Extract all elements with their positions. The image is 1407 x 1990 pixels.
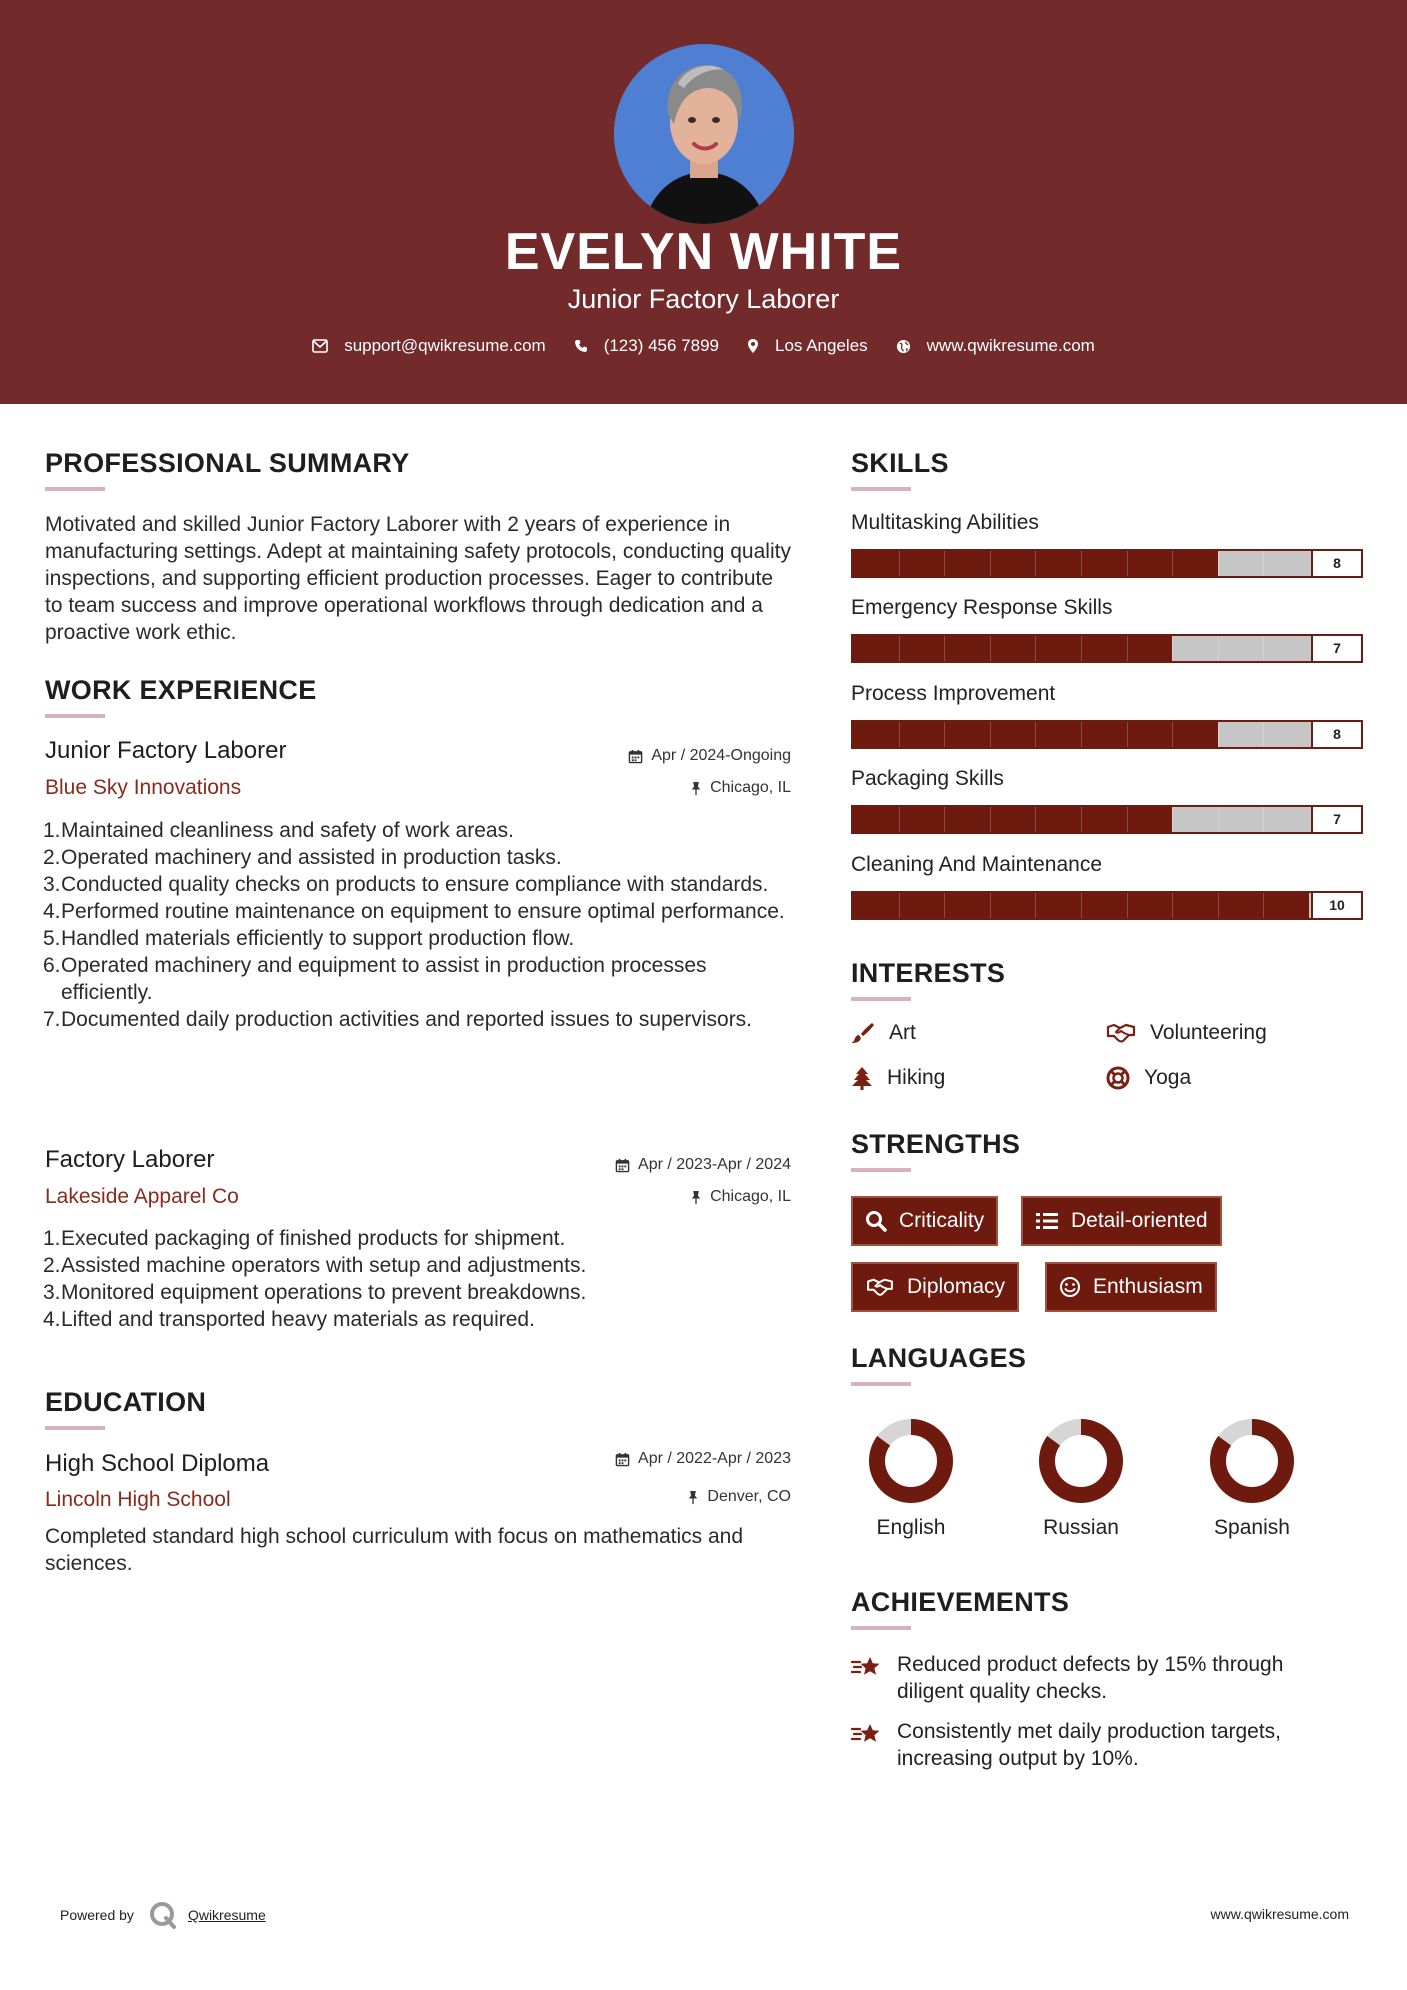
strength-label: Enthusiasm — [1093, 1275, 1203, 1298]
interest-yoga — [1106, 1066, 1191, 1090]
list-item: 4. Lifted and transported heavy materials as required. — [43, 1308, 535, 1331]
pushpin-icon — [690, 1190, 702, 1205]
achievement-text: Consistently met daily production targets, increasing output by 10%. — [897, 1720, 1282, 1770]
interest-label: Yoga — [1144, 1066, 1192, 1089]
skill-level-value: 10 — [1311, 893, 1361, 918]
skill-bar-divider — [899, 807, 900, 832]
skill-bar-divider — [990, 807, 991, 832]
skill-label: Multitasking Abilities — [851, 511, 1039, 534]
skill-bar-divider — [1035, 807, 1036, 832]
school-name: Lincoln High School — [45, 1488, 231, 1511]
skill-level-value: 7 — [1311, 636, 1361, 661]
skill-bar — [851, 634, 1363, 663]
interest-label: Hiking — [887, 1066, 946, 1089]
job-location-text-2: Chicago, IL — [710, 1188, 791, 1205]
skill-bar-divider — [1218, 722, 1219, 747]
experience-heading: WORK EXPERIENCE — [45, 675, 317, 705]
education-heading: EDUCATION — [45, 1387, 207, 1417]
globe-icon — [896, 339, 911, 354]
language-proficiency-donut — [1038, 1418, 1124, 1504]
skill-level-value: 8 — [1311, 551, 1361, 576]
interest-art — [851, 1021, 916, 1045]
phone-icon — [574, 339, 588, 353]
skill-label: Cleaning And Maintenance — [851, 853, 1103, 876]
skill-bar-divider — [1172, 636, 1173, 661]
contact-location — [747, 336, 868, 356]
search-icon — [865, 1210, 887, 1232]
language-item — [856, 1418, 966, 1540]
strength-criticality — [851, 1196, 998, 1246]
skill-bar-divider — [944, 807, 945, 832]
achievement-1 — [851, 1651, 1351, 1705]
interest-hiking — [851, 1066, 945, 1090]
qwikresume-link[interactable]: Qwikresume — [187, 1907, 266, 1923]
skill-bar-divider — [1127, 893, 1128, 918]
job-dates-text-2: Apr / 2023-Apr / 2024 — [638, 1156, 791, 1173]
language-label: English — [876, 1516, 946, 1539]
calendar-icon — [615, 1158, 630, 1173]
envelope-icon — [312, 339, 328, 353]
skill-bar-divider — [1127, 636, 1128, 661]
skill-bar-divider — [990, 722, 991, 747]
summary-text: Motivated and skilled Junior Factory Laborer with 2 years of experience in manufacturing settings. Adept at maintaining safety protocols, conducting quality inspections, and supporting efficient production processes. Eager to contribute to team success and improve operational workflows through dedication and a proactive work ethic. — [45, 513, 791, 644]
handshake-icon — [1106, 1021, 1136, 1045]
list-item: 2. Assisted machine operators with setup and adjustments. — [43, 1254, 587, 1277]
strength-diplomacy — [851, 1262, 1019, 1312]
skill-bar-divider — [1081, 636, 1082, 661]
skill-label: Process Improvement — [851, 682, 1056, 705]
education-location — [500, 1488, 791, 1506]
skill-bar-divider — [1127, 722, 1128, 747]
skill-label: Packaging Skills — [851, 767, 1004, 790]
interests-heading-underline — [851, 997, 911, 1001]
strength-label: Detail-oriented — [1071, 1209, 1208, 1232]
language-item — [1197, 1418, 1307, 1540]
strength-label: Criticality — [899, 1209, 985, 1232]
skill-bar-divider — [1263, 807, 1264, 832]
education-description: Completed standard high school curriculum with focus on mathematics and sciences. — [45, 1525, 744, 1575]
list-item: 2. Operated machinery and assisted in production tasks. — [43, 846, 562, 869]
skill-bar-divider — [1263, 722, 1264, 747]
skill-bar-divider — [1081, 893, 1082, 918]
languages-heading: LANGUAGES — [851, 1343, 1027, 1373]
candidate-name: EVELYN WHITE — [504, 223, 903, 281]
skill-bar-divider — [1218, 551, 1219, 576]
skill-bar-divider — [899, 551, 900, 576]
skill-bar-divider — [1218, 893, 1219, 918]
map-pin-icon — [747, 338, 759, 354]
job-dates-2 — [500, 1156, 791, 1174]
interest-volunteering — [1106, 1021, 1267, 1045]
skill-bar-divider — [1035, 551, 1036, 576]
job-duties-2 — [43, 1225, 793, 1333]
skill-bar-divider — [944, 893, 945, 918]
location-text: Los Angeles — [775, 336, 868, 355]
skill-bar-divider — [990, 893, 991, 918]
calendar-icon — [615, 1452, 630, 1467]
qwikresume-logo-icon — [148, 1900, 178, 1930]
education-dates — [500, 1450, 791, 1468]
skill-bar-divider — [990, 636, 991, 661]
skill-bar-divider — [1127, 807, 1128, 832]
list-item: 3. Conducted quality checks on products to ensure compliance with standards. — [43, 873, 769, 896]
pushpin-icon — [690, 781, 702, 796]
phone-text: (123) 456 7899 — [603, 336, 720, 355]
achievement-2 — [851, 1718, 1351, 1772]
interest-label: Art — [889, 1021, 916, 1044]
footer-website[interactable]: www.qwikresume.com — [1210, 1906, 1349, 1922]
strengths-heading-underline — [851, 1168, 911, 1172]
skill-bar-divider — [1035, 722, 1036, 747]
summary-heading: PROFESSIONAL SUMMARY — [45, 448, 410, 478]
job-dates-text-1: Apr / 2024-Ongoing — [651, 747, 791, 764]
interest-label: Volunteering — [1150, 1021, 1267, 1044]
language-label: Russian — [1043, 1516, 1119, 1539]
skill-bar — [851, 549, 1363, 578]
skill-bar-divider — [990, 551, 991, 576]
experience-heading-underline — [45, 714, 105, 718]
skill-bar-divider — [1218, 807, 1219, 832]
contact-website[interactable] — [896, 336, 1095, 356]
job-duties-1 — [43, 817, 793, 1033]
company-name-1: Blue Sky Innovations — [45, 776, 242, 799]
degree-title: High School Diploma — [45, 1450, 270, 1477]
education-dates-text: Apr / 2022-Apr / 2023 — [638, 1450, 791, 1467]
shooting-star-icon — [851, 1720, 883, 1748]
list-icon — [1035, 1211, 1059, 1231]
skill-bar-divider — [1081, 551, 1082, 576]
paintbrush-icon — [851, 1021, 875, 1045]
lifebuoy-icon — [1106, 1066, 1130, 1090]
skill-bar-divider — [899, 722, 900, 747]
powered-by — [60, 1900, 266, 1930]
company-name-2: Lakeside Apparel Co — [45, 1185, 239, 1208]
skill-bar-divider — [1263, 893, 1264, 918]
skill-bar — [851, 891, 1363, 920]
skill-bar-divider — [944, 636, 945, 661]
strength-detail-oriented — [1021, 1196, 1222, 1246]
resume-header — [0, 0, 1407, 404]
job-dates-1 — [500, 747, 791, 765]
contact-phone[interactable] — [574, 336, 719, 356]
smile-icon — [1059, 1276, 1081, 1298]
job-title-1: Junior Factory Laborer — [45, 737, 287, 764]
job-location-2 — [500, 1188, 791, 1206]
skill-bar-divider — [1172, 551, 1173, 576]
person-portrait — [614, 44, 794, 224]
skill-bar-divider — [899, 893, 900, 918]
achievements-heading: ACHIEVEMENTS — [851, 1587, 1070, 1617]
calendar-icon — [628, 749, 643, 764]
skill-bar — [851, 805, 1363, 834]
strength-label: Diplomacy — [907, 1275, 1006, 1298]
email-text: support@qwikresume.com — [344, 336, 546, 355]
skill-bar-divider — [1127, 551, 1128, 576]
skill-bar-divider — [1218, 636, 1219, 661]
skill-bar-divider — [1172, 893, 1173, 918]
languages-heading-underline — [851, 1382, 911, 1386]
job-location-text-1: Chicago, IL — [710, 779, 791, 796]
profile-photo — [614, 44, 794, 224]
contact-row — [0, 336, 1407, 356]
strengths-heading: STRENGTHS — [851, 1129, 1021, 1159]
education-heading-underline — [45, 1426, 105, 1430]
language-proficiency-donut — [868, 1418, 954, 1504]
list-item: 1. Maintained cleanliness and safety of work areas. — [43, 819, 514, 842]
language-item — [1026, 1418, 1136, 1540]
skill-bar-fill — [853, 636, 1172, 661]
skill-bar-divider — [944, 722, 945, 747]
skill-bar-divider — [1263, 636, 1264, 661]
skill-label: Emergency Response Skills — [851, 596, 1113, 619]
skill-level-value: 7 — [1311, 807, 1361, 832]
tree-icon — [851, 1066, 873, 1090]
list-item: 6. Operated machinery and equipment to assist in production processes efficiently. — [43, 954, 707, 1004]
skill-bar-divider — [1035, 636, 1036, 661]
language-proficiency-donut — [1209, 1418, 1295, 1504]
skills-heading-underline — [851, 487, 911, 491]
list-item: 3. Monitored equipment operations to prevent breakdowns. — [43, 1281, 587, 1304]
skill-bar-divider — [1172, 722, 1173, 747]
summary-heading-underline — [45, 487, 105, 491]
skill-level-value: 8 — [1311, 722, 1361, 747]
achievement-text: Reduced product defects by 15% through diligent quality checks. — [897, 1653, 1284, 1703]
handshake-icon — [865, 1276, 895, 1298]
skill-bar — [851, 720, 1363, 749]
language-label: Spanish — [1214, 1516, 1290, 1539]
skill-bar-divider — [1172, 807, 1173, 832]
skill-bar-divider — [1081, 807, 1082, 832]
list-item: 7. Documented daily production activities and reported issues to supervisors. — [43, 1008, 753, 1031]
strength-enthusiasm — [1045, 1262, 1217, 1312]
skill-bar-divider — [1035, 893, 1036, 918]
job-location-1 — [500, 779, 791, 797]
list-item: 1. Executed packaging of finished products for shipment. — [43, 1227, 566, 1250]
skill-bar-divider — [1263, 551, 1264, 576]
skill-bar-divider — [944, 551, 945, 576]
skills-heading: SKILLS — [851, 448, 949, 478]
skill-bar-divider — [1081, 722, 1082, 747]
list-item: 5. Handled materials efficiently to support production flow. — [43, 927, 575, 950]
pushpin-icon — [687, 1490, 699, 1505]
list-item: 4. Performed routine maintenance on equipment to ensure optimal performance. — [43, 900, 785, 923]
powered-by-text: Powered by — [60, 1907, 134, 1923]
candidate-role: Junior Factory Laborer — [567, 284, 840, 314]
job-title-2: Factory Laborer — [45, 1146, 215, 1173]
contact-email[interactable] — [312, 336, 546, 356]
skill-bar-fill — [853, 807, 1172, 832]
shooting-star-icon — [851, 1653, 883, 1681]
interests-heading: INTERESTS — [851, 958, 1006, 988]
website-text: www.qwikresume.com — [926, 336, 1095, 355]
education-location-text: Denver, CO — [707, 1488, 791, 1505]
skill-bar-divider — [899, 636, 900, 661]
achievements-heading-underline — [851, 1626, 911, 1630]
